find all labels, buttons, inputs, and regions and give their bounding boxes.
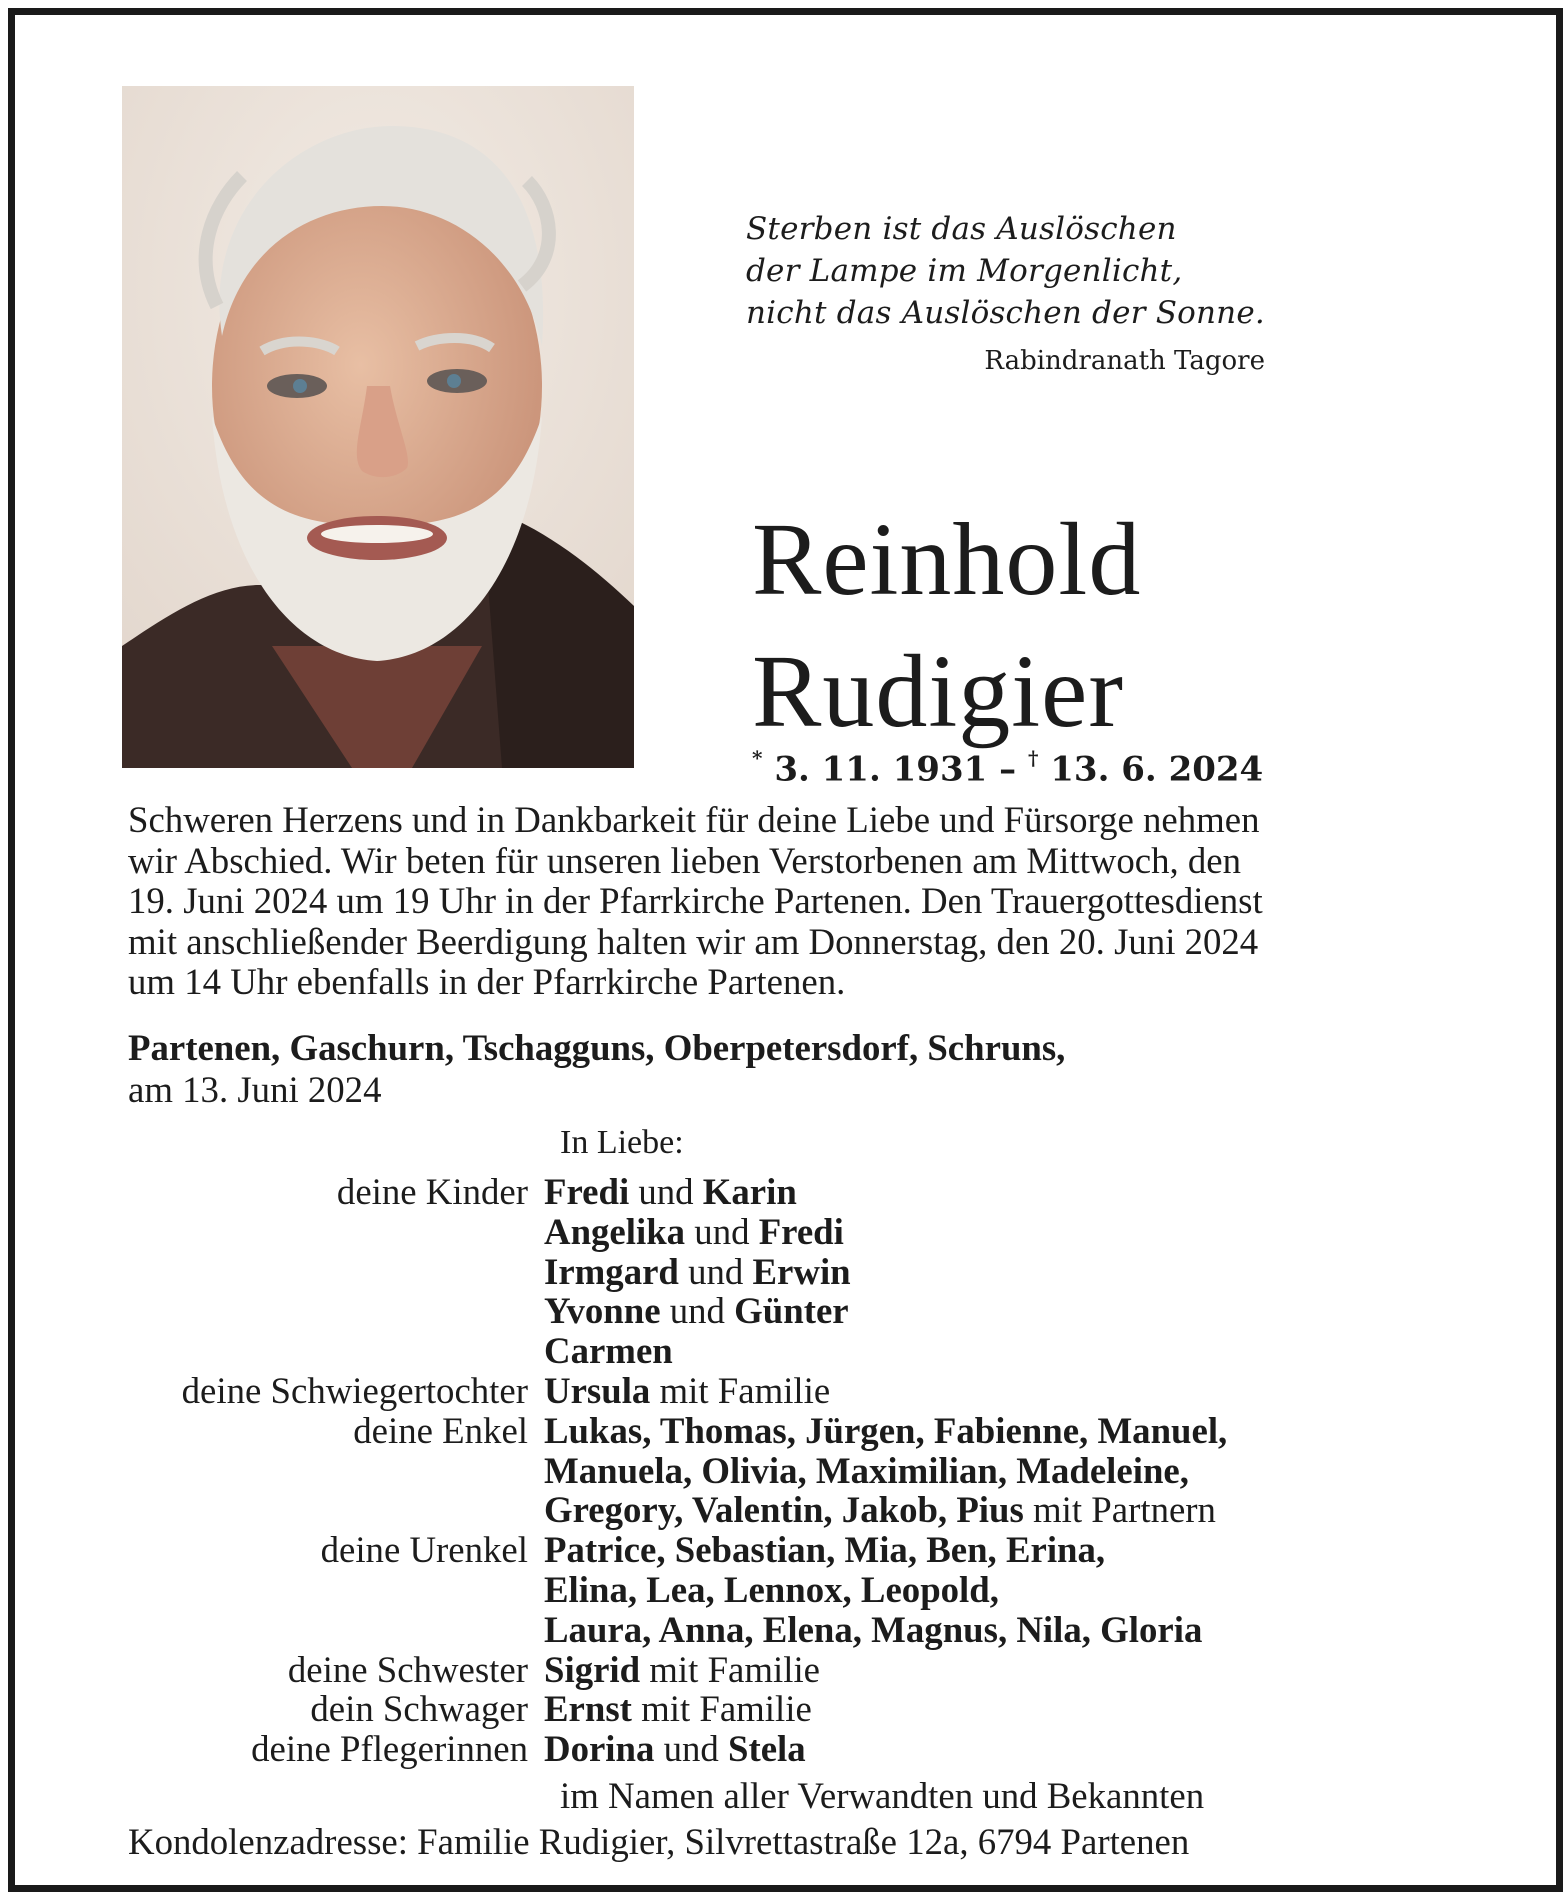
family-member-name: Carmen <box>544 1330 673 1372</box>
family-row <box>128 1411 1428 1451</box>
family-names <box>544 1252 851 1292</box>
family-member-name: Karin <box>702 1171 797 1212</box>
family-relation: deine Enkel <box>353 1409 528 1451</box>
family-relation <box>128 1331 544 1371</box>
family-relation <box>128 1252 544 1292</box>
announcement-text <box>128 800 1458 1003</box>
family-names <box>544 1451 1189 1491</box>
family-member-name: Gregory, Valentin, Jakob, Pius <box>544 1489 1024 1531</box>
announcement-line: 19. Juni 2024 um 19 Uhr in der Pfarrkirche Partenen. Den Trauergottesdienst <box>128 880 1263 921</box>
family-member-name: Laura, Anna, Elena, Magnus, Nila, Gloria <box>544 1608 1203 1650</box>
family-row <box>128 1252 1428 1292</box>
family-names <box>544 1729 806 1769</box>
family-names <box>544 1212 844 1252</box>
quote-line: der Lampe im Morgenlicht, <box>746 253 1183 289</box>
family-connector: mit Familie <box>640 1648 820 1690</box>
family-row <box>128 1570 1428 1610</box>
portrait-photo <box>122 86 634 768</box>
family-member-name: Fredi <box>758 1210 844 1252</box>
quote-line: Sterben ist das Auslöschen <box>746 211 1177 247</box>
quote-block <box>746 208 1265 334</box>
condolence-address: Kondolenzadresse: Familie Rudigier, Silvrettastraße 12a, 6794 Partenen <box>128 1821 1190 1862</box>
life-dates <box>752 740 1263 790</box>
family-names <box>544 1610 1202 1650</box>
deceased-name <box>752 494 1141 758</box>
family-names <box>544 1490 1216 1530</box>
family-member-name: Lukas, Thomas, Jürgen, Fabienne, Manuel, <box>544 1409 1228 1451</box>
family-relation <box>128 1451 544 1491</box>
family-member-name: Fredi <box>544 1171 630 1212</box>
family-row <box>128 1689 1428 1729</box>
family-relation <box>128 1610 544 1650</box>
family-connector: und <box>654 1728 728 1770</box>
family-names <box>544 1689 812 1729</box>
last-name: Rudigier <box>752 634 1124 749</box>
family-names <box>544 1331 673 1371</box>
family-member-name: Stela <box>728 1728 806 1770</box>
family-row <box>128 1331 1428 1371</box>
family-list <box>128 1172 1428 1769</box>
family-row <box>128 1371 1428 1411</box>
family-relation: deine Schwester <box>287 1648 528 1690</box>
family-relation: deine Kinder <box>336 1171 528 1212</box>
family-connector: und <box>685 1210 759 1252</box>
family-member-name: Ernst <box>544 1688 632 1730</box>
announcement-line: um 14 Uhr ebenfalls in der Pfarrkirche Partenen. <box>128 961 846 1002</box>
family-relation: deine Urenkel <box>320 1529 528 1571</box>
family-names <box>544 1411 1227 1451</box>
family-row <box>128 1530 1428 1570</box>
quote-line: nicht das Auslöschen der Sonne. <box>746 295 1265 331</box>
family-relation: dein Schwager <box>310 1688 528 1730</box>
announcement-line: Schweren Herzens und in Dankbarkeit für deine Liebe und Fürsorge nehmen <box>128 799 1260 840</box>
family-member-name: Irmgard <box>544 1250 679 1292</box>
family-relation <box>128 1570 544 1610</box>
family-row <box>128 1172 1428 1212</box>
family-row <box>128 1451 1428 1491</box>
announcement-line: mit anschließender Beerdigung halten wir am Donnerstag, den 20. Juni 2024 <box>128 920 1259 962</box>
family-connector: und <box>629 1171 703 1212</box>
family-connector: und <box>660 1290 735 1332</box>
family-names <box>544 1371 830 1411</box>
family-relation <box>128 1291 544 1331</box>
family-connector: mit Familie <box>650 1369 831 1411</box>
family-member-name: Ursula <box>544 1369 651 1411</box>
family-row <box>128 1650 1428 1690</box>
family-connector: mit Partnern <box>1023 1489 1216 1531</box>
family-member-name: Manuela, Olivia, Maximilian, Madeleine, <box>544 1449 1189 1491</box>
family-names <box>544 1650 820 1690</box>
in-liebe-heading: In Liebe: <box>560 1124 684 1161</box>
family-row <box>128 1729 1428 1769</box>
family-names <box>544 1570 999 1610</box>
family-member-name: Elina, Lea, Lennox, Leopold, <box>544 1568 999 1610</box>
family-names <box>544 1530 1105 1570</box>
family-row <box>128 1212 1428 1252</box>
family-row <box>128 1610 1428 1650</box>
first-name: Reinhold <box>752 502 1142 617</box>
date-separator: – <box>987 749 1028 790</box>
family-member-name: Patrice, Sebastian, Mia, Ben, Erina, <box>544 1529 1106 1571</box>
family-member-name: Erwin <box>752 1250 851 1292</box>
place-date: am 13. Juni 2024 <box>128 1069 382 1110</box>
family-connector: mit Familie <box>631 1688 812 1730</box>
closing-line: im Namen aller Verwandten und Bekannten <box>560 1775 1205 1816</box>
family-relation: deine Schwiegertochter <box>181 1369 528 1411</box>
family-member-name: Günter <box>734 1290 849 1332</box>
birth-symbol: * <box>752 746 763 770</box>
family-row <box>128 1490 1428 1530</box>
family-member-name: Yvonne <box>544 1290 661 1332</box>
family-relation: deine Pflegerinnen <box>251 1728 528 1770</box>
quote-author: Rabindranath Tagore <box>984 346 1265 376</box>
place-list: Partenen, Gaschurn, Tschagguns, Oberpetersdorf, Schruns, <box>128 1027 1066 1068</box>
family-names <box>544 1291 849 1331</box>
death-symbol: † <box>1027 746 1039 770</box>
announcement-line: wir Abschied. Wir beten für unseren lieben Verstorbenen am Mittwoch, den <box>128 839 1242 881</box>
family-relation <box>128 1212 544 1252</box>
family-connector: und <box>678 1250 753 1292</box>
birth-date: 3. 11. 1931 <box>774 749 988 790</box>
family-names <box>544 1172 797 1212</box>
family-member-name: Sigrid <box>544 1648 641 1690</box>
death-date: 13. 6. 2024 <box>1050 749 1264 790</box>
family-relation <box>128 1490 544 1530</box>
family-member-name: Dorina <box>544 1728 655 1770</box>
family-row <box>128 1291 1428 1331</box>
family-member-name: Angelika <box>544 1210 686 1252</box>
